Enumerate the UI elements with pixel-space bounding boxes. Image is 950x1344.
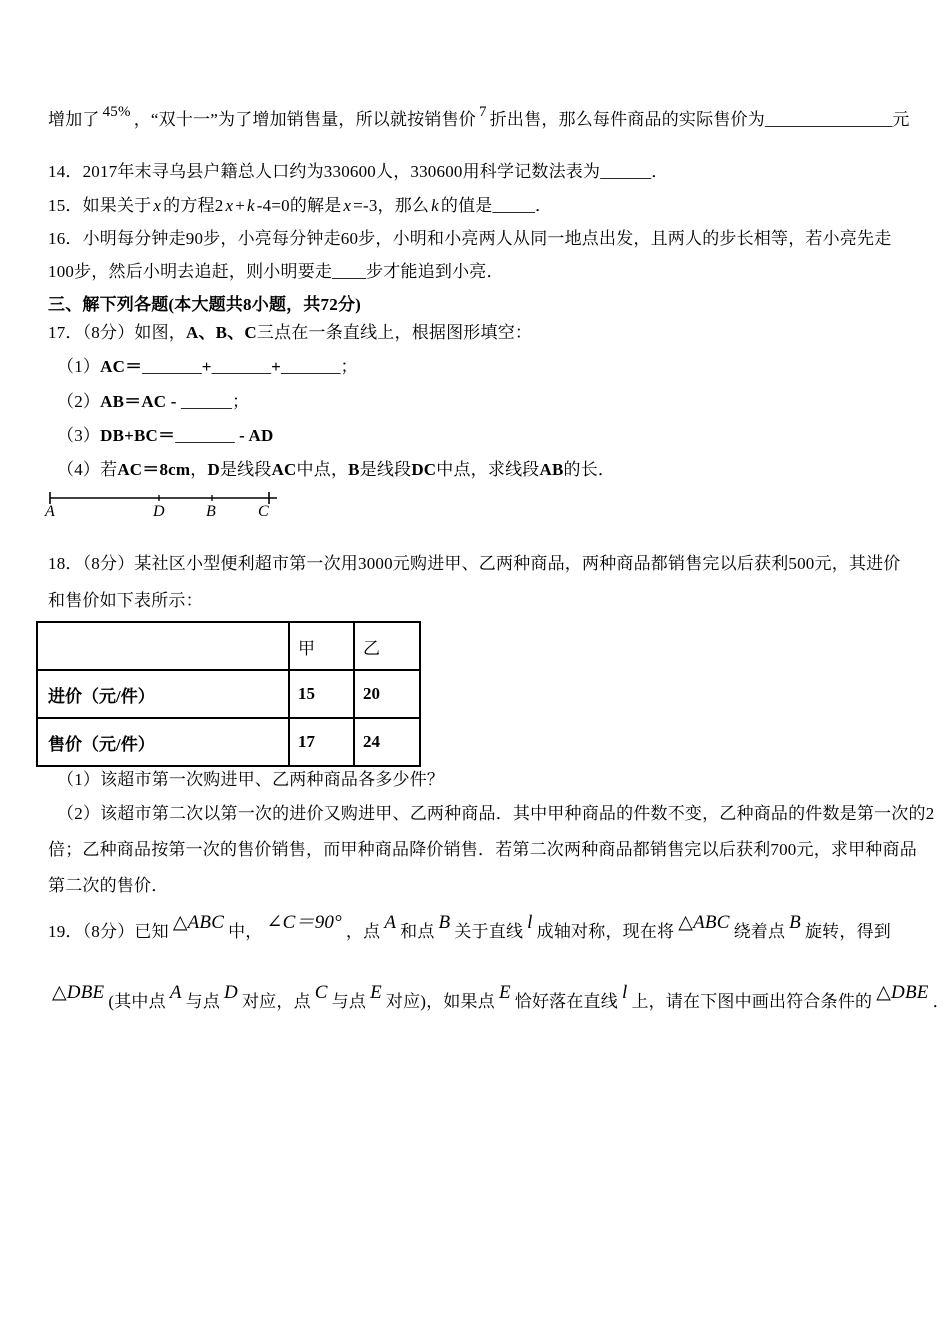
math-triangle-dbe: △DBE: [876, 982, 929, 1003]
text-run: 15．如果关于: [48, 196, 152, 215]
text-run: （2）该超市第二次以第一次的进价又购进甲、乙两种商品．其中甲种商品的件数不变，乙种商品的件数是第一次的2: [57, 804, 935, 823]
sell-price-jia: [289, 718, 354, 766]
text-run: ；: [340, 357, 358, 376]
point-label: D: [207, 460, 220, 479]
question-17-item-3: [57, 424, 274, 448]
math-point-c: C: [314, 982, 328, 1003]
plus-sign: +: [271, 357, 282, 376]
text-run: -4=0的解是: [256, 196, 342, 215]
answer-blank: _____: [492, 196, 535, 215]
question-13-continuation: [48, 104, 910, 133]
variable-k: k: [247, 196, 255, 215]
sell-price-yi: [354, 718, 420, 766]
text-run: ；: [232, 392, 250, 411]
math-point-a: A: [384, 912, 397, 933]
text-run: 100步，然后小明去追赶，则小明要走: [48, 262, 333, 281]
answer-blank: _______: [281, 357, 341, 376]
text-run: ．: [534, 196, 553, 215]
math-triangle-dbe: △DBE: [52, 982, 105, 1003]
answer-blank: _______________: [764, 110, 893, 129]
text-run: 14．2017年末寻乌县户籍总人口约为330600人，330600用科学记数法表为: [48, 162, 601, 181]
text-run: ，点: [345, 922, 381, 941]
text-run: 与点: [331, 992, 367, 1011]
col-header-jia: [289, 622, 354, 670]
text-run: 第二次的售价．: [48, 876, 169, 895]
text-run: （2）: [57, 392, 101, 411]
formula-run: - AD: [234, 426, 274, 445]
text-run: 售价（元/件）: [48, 734, 155, 754]
text-run: ．: [651, 162, 669, 181]
math-point-e: E: [498, 982, 511, 1003]
text-run: 与点: [185, 992, 221, 1011]
text-run: （3）: [57, 426, 101, 445]
section-title: 三、解下列各题(本大题共8小题，共72分): [48, 295, 362, 314]
price-table: [36, 621, 421, 767]
text-run: 和点: [400, 922, 435, 941]
text-run: 元: [892, 110, 910, 129]
text-run: (其中点: [108, 992, 166, 1011]
question-16-line-2: [48, 260, 504, 284]
text-run: 的方程2: [163, 196, 224, 215]
answer-blank: _______: [142, 357, 202, 376]
formula-run: DB+BC＝: [100, 426, 176, 445]
text-run: 上，请在下图中画出符合条件的: [631, 992, 873, 1011]
section-3-heading: [48, 293, 361, 317]
answer-blank: ______: [181, 392, 233, 411]
row-label-sell-price: [37, 718, 289, 766]
number-line-figure: [47, 490, 283, 506]
text-run: =-3，那么: [353, 196, 430, 215]
cost-price-jia: [289, 670, 354, 718]
math-triangle-abc: △ABC: [172, 912, 225, 933]
text-run: 甲: [298, 638, 315, 658]
text-run: 和售价如下表所示：: [48, 591, 203, 610]
math-point-e: E: [370, 982, 382, 1003]
point-label-c: C: [258, 503, 269, 520]
text-run: 三点在一条直线上，根据图形填空：: [256, 323, 533, 342]
value: 15: [298, 684, 315, 703]
math-point-a: A: [169, 982, 182, 1003]
segment-diagram: [47, 490, 287, 530]
point-label: B: [348, 460, 360, 479]
question-14: [48, 160, 668, 184]
text-run: ，“双十一”为了增加销售量，所以就按销售价: [133, 110, 477, 129]
question-17-item-2: [57, 390, 249, 414]
text-run: ，: [190, 460, 208, 479]
text-run: 步才能追到小亮．: [366, 262, 504, 281]
superscript-45-percent: 45%: [102, 104, 131, 120]
question-18-item-2-line-3: [48, 874, 168, 898]
answer-blank: ______: [600, 162, 652, 181]
variable-x: x: [225, 196, 234, 215]
question-18-item-1: [57, 768, 444, 792]
question-17-item-4: [57, 458, 615, 482]
text-run: +: [235, 196, 246, 215]
superscript-7: 7: [479, 104, 487, 120]
segment-label: AB: [539, 460, 564, 479]
formula-run: AC＝: [100, 357, 143, 376]
math-angle-c-90: ∠C＝90°: [266, 912, 342, 933]
text-run: 对应)，如果点: [385, 992, 495, 1011]
question-19-line-1: [48, 912, 891, 944]
formula-run: AB＝AC -: [100, 392, 182, 411]
math-point-d: D: [224, 982, 238, 1003]
cell-empty: [37, 622, 289, 670]
question-18-intro-line-2: [48, 589, 203, 613]
question-15: [48, 194, 552, 218]
table-row-cost-price: [37, 670, 420, 718]
table-header-row: [37, 622, 420, 670]
text-run: 中，: [228, 922, 263, 941]
math-point-b: B: [438, 912, 451, 933]
text-run: 的值是: [440, 196, 493, 215]
answer-blank: _______: [211, 357, 272, 376]
text-run: 17．（8分）如图，: [48, 323, 186, 342]
text-run: 关于直线: [454, 922, 524, 941]
text-run: 是线段: [359, 460, 412, 479]
question-18-intro-line-1: [48, 552, 901, 576]
text-run: 18．（8分）某社区小型便利超市第一次用3000元购进甲、乙两种商品，两种商品都销售完以后获利500元，其进价: [48, 554, 901, 573]
text-run: 倍；乙种商品按第一次的售价销售，而甲种商品降价销售．若第二次两种商品都销售完以后获利700元，求甲种商品: [48, 840, 917, 859]
text-run: 绕着点: [733, 922, 786, 941]
variable-k: k: [431, 196, 439, 215]
text-run: 是线段: [219, 460, 272, 479]
text-run: （4）若: [57, 460, 118, 479]
row-label-cost-price: [37, 670, 289, 718]
text-run: 恰好落在直线: [514, 992, 618, 1011]
text-run: 中点，求线段: [436, 460, 540, 479]
text-run: 成轴对称，现在将: [536, 922, 675, 941]
formula-run: AC＝8cm: [117, 460, 191, 479]
plus-sign: +: [201, 357, 212, 376]
math-line-l: l: [621, 982, 628, 1003]
text-run: （1）该超市第一次购进甲、乙两种商品各多少件？: [57, 770, 445, 789]
segment-label: DC: [411, 460, 437, 479]
text-run: 乙: [363, 638, 380, 658]
text-run: （1）: [57, 357, 101, 376]
point-label-d: D: [153, 503, 165, 520]
variable-x: x: [343, 196, 352, 215]
text-run: 对应，点: [241, 992, 311, 1011]
text-run: 进价（元/件）: [48, 686, 155, 706]
text-run: 16．小明每分钟走90步，小亮每分钟走60步，小明和小亮两人从同一地点出发，且两人的步长相等，若小亮先走: [48, 229, 892, 248]
value: 20: [363, 684, 380, 703]
segment-label: AC: [271, 460, 297, 479]
math-line-l: l: [527, 912, 533, 933]
point-label-b: B: [206, 503, 216, 520]
text-run: 折出售，那么每件商品的实际售价为: [489, 110, 765, 129]
text-run: 中点，: [296, 460, 349, 479]
value: 24: [363, 732, 380, 751]
question-18-item-2-line-2: [48, 838, 917, 862]
text-run: 19．（8分）已知: [48, 922, 169, 941]
text-run: 的长．: [563, 460, 616, 479]
text-run: ．: [932, 992, 950, 1011]
question-16-line-1: [48, 227, 891, 251]
table-row-sell-price: [37, 718, 420, 766]
text-run: 增加了: [48, 110, 100, 129]
value: 17: [298, 732, 315, 751]
point-letters: A、B、C: [186, 323, 257, 342]
math-point-b: B: [789, 912, 801, 933]
answer-blank: _______: [175, 426, 235, 445]
math-triangle-abc: △ABC: [678, 912, 730, 933]
question-17-item-1: [57, 355, 358, 379]
variable-x: x: [153, 196, 162, 215]
col-header-yi: [354, 622, 420, 670]
question-19-line-2: [48, 982, 950, 1014]
cost-price-yi: [354, 670, 420, 718]
point-label-a: A: [45, 503, 55, 520]
question-18-item-2-line-1: [57, 802, 934, 826]
text-run: 旋转，得到: [804, 922, 891, 941]
question-17-heading: [48, 321, 532, 345]
answer-blank: ____: [332, 262, 367, 281]
